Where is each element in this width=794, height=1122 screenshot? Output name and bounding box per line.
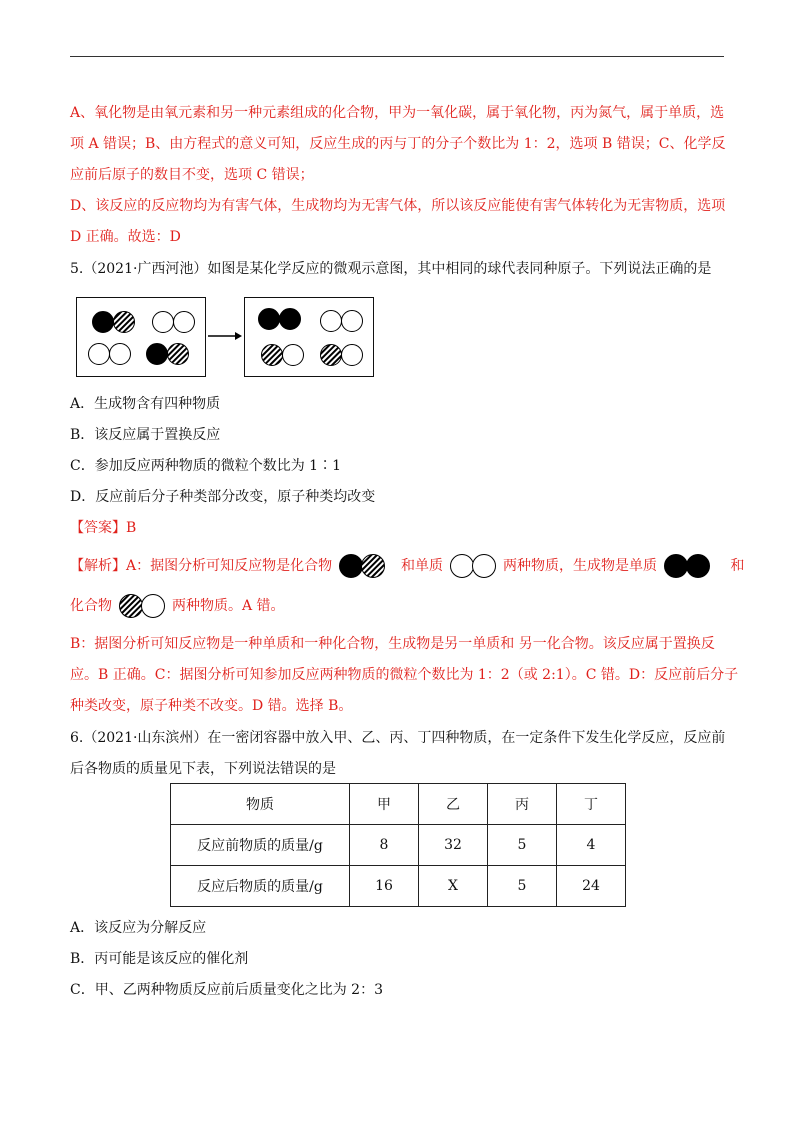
q5-answer: 【答案】B	[70, 520, 137, 536]
new-compound-molecule	[321, 345, 363, 366]
black-element-molecule-icon	[663, 553, 711, 579]
mass-table	[170, 783, 626, 907]
header-cell: 物质	[171, 784, 350, 825]
q5-option-d: D．反应前后分子种类部分改变，原子种类均改变	[70, 489, 376, 505]
q6-option-c: C．甲、乙两种物质反应前后质量变化之比为 2：3	[70, 982, 383, 998]
analysis-a-text-1: A：据图分析可知反应物是化合物	[126, 558, 333, 574]
table-cell: 反应后物质的质量/g	[171, 866, 350, 907]
header-cell: 丁	[557, 784, 626, 825]
element-molecule	[321, 311, 363, 332]
analysis-tag: 【解析】	[70, 558, 126, 574]
table-row	[171, 866, 626, 907]
table-cell: 8	[350, 825, 419, 866]
reactants-box	[76, 297, 206, 377]
product-molecules	[245, 298, 373, 376]
analysis-a-text-4: 和	[730, 558, 745, 574]
table-cell: 反应前物质的质量/g	[171, 825, 350, 866]
header-cell: 丙	[488, 784, 557, 825]
q4-explanation-line-5: D 正确。故选：D	[70, 229, 181, 245]
q5-option-c: C．参加反应两种物质的微粒个数比为 1∶1	[70, 458, 341, 474]
q4-explanation-line-4: D、该反应的反应物均为有害气体，生成物均为无害气体，所以该反应能使有害气体转化为无害物质，选项	[70, 198, 726, 214]
q6-option-b: B．丙可能是该反应的催化剂	[70, 951, 249, 967]
analysis-a-text-6: 两种物质。A 错。	[172, 598, 285, 614]
q5-option-a: A．生成物含有四种物质	[70, 396, 221, 412]
new-compound-molecule	[262, 345, 304, 366]
reaction-arrow-icon	[206, 330, 244, 342]
table-header-row	[171, 784, 626, 825]
compound-molecule	[147, 344, 189, 365]
black-element-molecule	[259, 309, 301, 330]
q5-option-b: B．该反应属于置换反应	[70, 427, 221, 443]
q4-explanation-line-2: 项 A 错误；B、由方程式的意义可知，反应生成的丙与丁的分子个数比为 1：2，选项 B 错误；C、化学反	[70, 136, 726, 152]
analysis-a-text-2: 和单质	[401, 558, 444, 574]
element-molecule	[153, 312, 195, 333]
reactant-molecules	[77, 298, 205, 376]
q5-analysis-line-2	[70, 593, 285, 619]
compound-molecule	[93, 312, 135, 333]
q5-analysis-line-1	[70, 553, 744, 579]
q6-stem-line-2: 后各物质的质量见下表，下列说法错误的是	[70, 761, 336, 777]
products-box	[244, 297, 374, 377]
compound-molecule-icon	[338, 553, 386, 579]
q5-stem: 5.（2021·广西河池）如图是某化学反应的微观示意图，其中相同的球代表同种原子。下列说法正确的是	[70, 261, 712, 277]
q6-stem-line-1: 6.（2021·山东滨州）在一密闭容器中放入甲、乙、丙、丁四种物质，在一定条件下发生化学反应，反应前	[70, 730, 726, 746]
element-molecule	[89, 344, 131, 365]
table-row	[171, 825, 626, 866]
table-cell: 24	[557, 866, 626, 907]
table-cell: 16	[350, 866, 419, 907]
header-cell: 甲	[350, 784, 419, 825]
table-cell: X	[419, 866, 488, 907]
analysis-a-text-5: 化合物	[70, 598, 112, 614]
new-compound-molecule-icon	[118, 593, 166, 619]
q5-analysis-b-line-2: 应。B 正确。C：据图分析可知参加反应两种物质的微粒个数比为 1：2（或 2:1）。C 错。D：反应前后分子	[70, 667, 739, 683]
table-cell: 4	[557, 825, 626, 866]
table-cell: 32	[419, 825, 488, 866]
table-cell: 5	[488, 866, 557, 907]
q4-explanation-line-3: 应前后原子的数目不变，选项 C 错误；	[70, 167, 314, 183]
q4-explanation-line-1: A、氧化物是由氧元素和另一种元素组成的化合物，甲为一氧化碳，属于氧化物，丙为氮气，属于单质，选	[70, 105, 725, 121]
element-molecule-icon	[449, 553, 497, 579]
q5-analysis-b-line-1: B：据图分析可知反应物是一种单质和一种化合物，生成物是另一单质和 另一化合物。该反应属于置换反	[70, 636, 715, 652]
q6-option-a: A．该反应为分解反应	[70, 920, 207, 936]
q5-analysis-b-line-3: 种类改变，原子种类不改变。D 错。选择 B。	[70, 698, 353, 714]
table-cell: 5	[488, 825, 557, 866]
header-rule	[70, 56, 724, 57]
analysis-a-text-3: 两种物质，生成物是单质	[503, 558, 658, 574]
header-cell: 乙	[419, 784, 488, 825]
